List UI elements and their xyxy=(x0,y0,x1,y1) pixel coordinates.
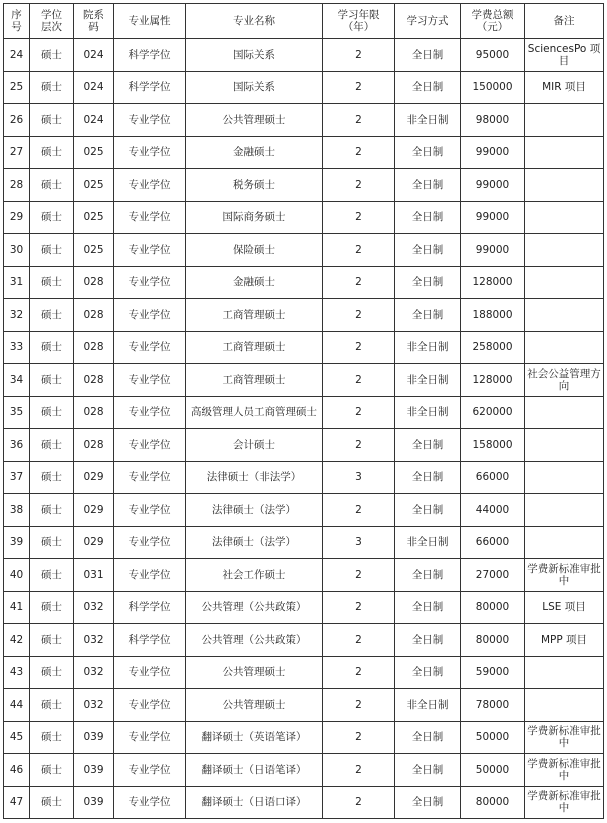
cell-note xyxy=(525,689,604,722)
cell-note: 学费新标准审批中 xyxy=(525,721,604,754)
cell-total-fee: 258000 xyxy=(461,331,525,364)
cell-study-mode: 全日制 xyxy=(395,136,461,169)
cell-degree-level: 硕士 xyxy=(30,461,74,494)
cell-degree-level: 硕士 xyxy=(30,266,74,299)
cell-note: 学费新标准审批中 xyxy=(525,786,604,819)
table-row xyxy=(4,494,604,527)
cell-index: 33 xyxy=(4,331,30,364)
cell-total-fee: 158000 xyxy=(461,429,525,462)
cell-degree-level: 硕士 xyxy=(30,429,74,462)
cell-study-years: 2 xyxy=(323,624,395,657)
cell-dept-code: 032 xyxy=(74,689,114,722)
cell-note xyxy=(525,201,604,234)
cell-index: 36 xyxy=(4,429,30,462)
cell-program-name: 翻译硕士（英语笔译） xyxy=(186,721,323,754)
cell-study-mode: 全日制 xyxy=(395,71,461,104)
cell-program-name: 公共管理硕士 xyxy=(186,689,323,722)
table-row xyxy=(4,104,604,137)
cell-study-years: 2 xyxy=(323,721,395,754)
table-row xyxy=(4,656,604,689)
cell-study-years: 2 xyxy=(323,689,395,722)
cell-note xyxy=(525,299,604,332)
cell-degree-level: 硕士 xyxy=(30,331,74,364)
cell-total-fee: 66000 xyxy=(461,526,525,559)
cell-study-years: 2 xyxy=(323,71,395,104)
cell-dept-code: 028 xyxy=(74,299,114,332)
cell-index: 42 xyxy=(4,624,30,657)
cell-index: 35 xyxy=(4,396,30,429)
cell-program-name: 国际关系 xyxy=(186,71,323,104)
cell-dept-code: 024 xyxy=(74,39,114,72)
cell-dept-code: 032 xyxy=(74,591,114,624)
cell-degree-level: 硕士 xyxy=(30,786,74,819)
cell-degree-level: 硕士 xyxy=(30,689,74,722)
cell-degree-level: 硕士 xyxy=(30,591,74,624)
cell-study-mode: 全日制 xyxy=(395,299,461,332)
cell-note xyxy=(525,136,604,169)
cell-index: 25 xyxy=(4,71,30,104)
tuition-table xyxy=(3,3,604,819)
cell-program-name: 保险硕士 xyxy=(186,234,323,267)
cell-total-fee: 50000 xyxy=(461,754,525,787)
cell-degree-level: 硕士 xyxy=(30,234,74,267)
cell-study-mode: 非全日制 xyxy=(395,689,461,722)
cell-total-fee: 50000 xyxy=(461,721,525,754)
cell-note xyxy=(525,331,604,364)
cell-degree-level: 硕士 xyxy=(30,754,74,787)
cell-program-name: 翻译硕士（日语笔译） xyxy=(186,754,323,787)
cell-study-years: 2 xyxy=(323,364,395,397)
cell-degree-level: 硕士 xyxy=(30,396,74,429)
cell-study-mode: 全日制 xyxy=(395,234,461,267)
cell-index: 31 xyxy=(4,266,30,299)
cell-study-years: 2 xyxy=(323,331,395,364)
cell-program-name: 翻译硕士（日语口译） xyxy=(186,786,323,819)
cell-dept-code: 032 xyxy=(74,656,114,689)
table-row xyxy=(4,689,604,722)
cell-dept-code: 025 xyxy=(74,136,114,169)
cell-study-years: 3 xyxy=(323,461,395,494)
cell-program-type: 科学学位 xyxy=(114,591,186,624)
cell-program-type: 专业学位 xyxy=(114,234,186,267)
cell-note: 社会公益管理方向 xyxy=(525,364,604,397)
cell-total-fee: 128000 xyxy=(461,266,525,299)
cell-index: 39 xyxy=(4,526,30,559)
cell-note: SciencesPo 项目 xyxy=(525,39,604,72)
cell-study-mode: 全日制 xyxy=(395,624,461,657)
header-study-years: 学习年限 （年） xyxy=(323,4,395,39)
cell-program-name: 公共管理硕士 xyxy=(186,656,323,689)
cell-total-fee: 99000 xyxy=(461,136,525,169)
cell-study-mode: 全日制 xyxy=(395,266,461,299)
cell-degree-level: 硕士 xyxy=(30,364,74,397)
cell-total-fee: 128000 xyxy=(461,364,525,397)
cell-study-mode: 非全日制 xyxy=(395,331,461,364)
cell-program-type: 专业学位 xyxy=(114,461,186,494)
cell-program-type: 专业学位 xyxy=(114,656,186,689)
cell-program-type: 专业学位 xyxy=(114,169,186,202)
cell-program-name: 社会工作硕士 xyxy=(186,559,323,592)
cell-program-name: 工商管理硕士 xyxy=(186,331,323,364)
cell-degree-level: 硕士 xyxy=(30,721,74,754)
cell-index: 46 xyxy=(4,754,30,787)
cell-degree-level: 硕士 xyxy=(30,559,74,592)
cell-dept-code: 039 xyxy=(74,786,114,819)
table-row xyxy=(4,169,604,202)
cell-total-fee: 66000 xyxy=(461,461,525,494)
cell-program-type: 专业学位 xyxy=(114,559,186,592)
table-row xyxy=(4,591,604,624)
cell-study-years: 2 xyxy=(323,754,395,787)
cell-total-fee: 150000 xyxy=(461,71,525,104)
cell-program-type: 专业学位 xyxy=(114,494,186,527)
cell-program-type: 专业学位 xyxy=(114,331,186,364)
cell-dept-code: 039 xyxy=(74,754,114,787)
cell-study-years: 2 xyxy=(323,591,395,624)
cell-dept-code: 025 xyxy=(74,201,114,234)
cell-total-fee: 99000 xyxy=(461,234,525,267)
cell-program-name: 金融硕士 xyxy=(186,266,323,299)
cell-study-mode: 非全日制 xyxy=(395,364,461,397)
table-row xyxy=(4,364,604,397)
cell-program-name: 工商管理硕士 xyxy=(186,364,323,397)
cell-note xyxy=(525,494,604,527)
cell-study-mode: 全日制 xyxy=(395,721,461,754)
cell-dept-code: 024 xyxy=(74,104,114,137)
cell-program-type: 专业学位 xyxy=(114,429,186,462)
cell-total-fee: 620000 xyxy=(461,396,525,429)
cell-study-years: 2 xyxy=(323,396,395,429)
cell-degree-level: 硕士 xyxy=(30,299,74,332)
table-row xyxy=(4,396,604,429)
cell-program-name: 法律硕士（法学） xyxy=(186,494,323,527)
table-row xyxy=(4,429,604,462)
cell-study-mode: 非全日制 xyxy=(395,104,461,137)
cell-study-mode: 非全日制 xyxy=(395,526,461,559)
cell-dept-code: 025 xyxy=(74,234,114,267)
cell-note xyxy=(525,429,604,462)
cell-index: 44 xyxy=(4,689,30,722)
header-dept-code: 院系 码 xyxy=(74,4,114,39)
cell-note xyxy=(525,461,604,494)
cell-dept-code: 028 xyxy=(74,331,114,364)
table-row xyxy=(4,721,604,754)
cell-study-years: 2 xyxy=(323,136,395,169)
cell-index: 38 xyxy=(4,494,30,527)
cell-index: 37 xyxy=(4,461,30,494)
cell-study-mode: 全日制 xyxy=(395,461,461,494)
cell-index: 41 xyxy=(4,591,30,624)
cell-program-name: 公共管理硕士 xyxy=(186,104,323,137)
cell-dept-code: 032 xyxy=(74,624,114,657)
table-row xyxy=(4,266,604,299)
cell-study-mode: 非全日制 xyxy=(395,396,461,429)
cell-total-fee: 80000 xyxy=(461,786,525,819)
header-row xyxy=(4,4,604,39)
table-row xyxy=(4,331,604,364)
cell-dept-code: 028 xyxy=(74,364,114,397)
cell-note xyxy=(525,104,604,137)
cell-index: 29 xyxy=(4,201,30,234)
cell-note xyxy=(525,526,604,559)
header-note: 备注 xyxy=(525,4,604,39)
cell-program-type: 专业学位 xyxy=(114,396,186,429)
cell-note xyxy=(525,234,604,267)
table-row xyxy=(4,136,604,169)
cell-total-fee: 78000 xyxy=(461,689,525,722)
cell-total-fee: 80000 xyxy=(461,624,525,657)
header-index: 序 号 xyxy=(4,4,30,39)
cell-degree-level: 硕士 xyxy=(30,169,74,202)
cell-note xyxy=(525,169,604,202)
table-row xyxy=(4,299,604,332)
cell-index: 32 xyxy=(4,299,30,332)
cell-total-fee: 98000 xyxy=(461,104,525,137)
cell-program-type: 专业学位 xyxy=(114,689,186,722)
cell-total-fee: 99000 xyxy=(461,201,525,234)
cell-degree-level: 硕士 xyxy=(30,39,74,72)
cell-study-years: 2 xyxy=(323,169,395,202)
cell-study-mode: 全日制 xyxy=(395,754,461,787)
cell-study-years: 2 xyxy=(323,299,395,332)
header-study-mode: 学习方式 xyxy=(395,4,461,39)
cell-study-years: 2 xyxy=(323,494,395,527)
cell-index: 34 xyxy=(4,364,30,397)
cell-study-mode: 全日制 xyxy=(395,201,461,234)
table-row xyxy=(4,71,604,104)
cell-program-type: 专业学位 xyxy=(114,786,186,819)
header-degree-level: 学位 层次 xyxy=(30,4,74,39)
cell-program-name: 公共管理（公共政策） xyxy=(186,624,323,657)
table-row xyxy=(4,786,604,819)
cell-program-name: 法律硕士（法学） xyxy=(186,526,323,559)
cell-study-mode: 全日制 xyxy=(395,591,461,624)
header-program-type: 专业属性 xyxy=(114,4,186,39)
cell-degree-level: 硕士 xyxy=(30,71,74,104)
cell-study-mode: 全日制 xyxy=(395,559,461,592)
cell-degree-level: 硕士 xyxy=(30,104,74,137)
cell-program-name: 公共管理（公共政策） xyxy=(186,591,323,624)
cell-total-fee: 95000 xyxy=(461,39,525,72)
header-total-fee: 学费总额 （元） xyxy=(461,4,525,39)
cell-index: 24 xyxy=(4,39,30,72)
cell-degree-level: 硕士 xyxy=(30,656,74,689)
cell-program-name: 金融硕士 xyxy=(186,136,323,169)
cell-study-years: 2 xyxy=(323,104,395,137)
cell-index: 30 xyxy=(4,234,30,267)
cell-program-name: 会计硕士 xyxy=(186,429,323,462)
cell-study-years: 2 xyxy=(323,201,395,234)
cell-study-years: 2 xyxy=(323,786,395,819)
cell-total-fee: 188000 xyxy=(461,299,525,332)
table-body xyxy=(4,39,604,819)
cell-study-mode: 全日制 xyxy=(395,429,461,462)
table-row xyxy=(4,234,604,267)
cell-index: 43 xyxy=(4,656,30,689)
cell-program-type: 科学学位 xyxy=(114,71,186,104)
cell-program-type: 专业学位 xyxy=(114,526,186,559)
cell-program-type: 专业学位 xyxy=(114,201,186,234)
cell-dept-code: 029 xyxy=(74,461,114,494)
cell-note xyxy=(525,656,604,689)
cell-degree-level: 硕士 xyxy=(30,624,74,657)
cell-dept-code: 031 xyxy=(74,559,114,592)
cell-note: 学费新标准审批中 xyxy=(525,754,604,787)
cell-program-type: 专业学位 xyxy=(114,721,186,754)
cell-program-type: 专业学位 xyxy=(114,299,186,332)
cell-dept-code: 025 xyxy=(74,169,114,202)
cell-study-years: 2 xyxy=(323,559,395,592)
cell-index: 45 xyxy=(4,721,30,754)
cell-program-type: 专业学位 xyxy=(114,364,186,397)
cell-study-years: 2 xyxy=(323,234,395,267)
cell-program-type: 专业学位 xyxy=(114,104,186,137)
cell-study-years: 2 xyxy=(323,429,395,462)
header-program-name: 专业名称 xyxy=(186,4,323,39)
cell-degree-level: 硕士 xyxy=(30,526,74,559)
table-row xyxy=(4,624,604,657)
cell-note: 学费新标准审批中 xyxy=(525,559,604,592)
cell-index: 27 xyxy=(4,136,30,169)
cell-study-years: 2 xyxy=(323,39,395,72)
table-row xyxy=(4,461,604,494)
cell-program-type: 科学学位 xyxy=(114,624,186,657)
table-row xyxy=(4,559,604,592)
table-row xyxy=(4,754,604,787)
cell-dept-code: 028 xyxy=(74,429,114,462)
cell-note: MPP 项目 xyxy=(525,624,604,657)
cell-degree-level: 硕士 xyxy=(30,136,74,169)
cell-note: LSE 项目 xyxy=(525,591,604,624)
cell-index: 40 xyxy=(4,559,30,592)
cell-dept-code: 028 xyxy=(74,396,114,429)
cell-total-fee: 59000 xyxy=(461,656,525,689)
cell-dept-code: 029 xyxy=(74,526,114,559)
cell-degree-level: 硕士 xyxy=(30,494,74,527)
cell-program-type: 专业学位 xyxy=(114,136,186,169)
cell-total-fee: 44000 xyxy=(461,494,525,527)
cell-study-mode: 全日制 xyxy=(395,169,461,202)
cell-dept-code: 029 xyxy=(74,494,114,527)
cell-program-type: 科学学位 xyxy=(114,39,186,72)
cell-study-mode: 全日制 xyxy=(395,786,461,819)
cell-program-type: 专业学位 xyxy=(114,754,186,787)
cell-dept-code: 028 xyxy=(74,266,114,299)
cell-index: 47 xyxy=(4,786,30,819)
cell-degree-level: 硕士 xyxy=(30,201,74,234)
cell-program-name: 国际商务硕士 xyxy=(186,201,323,234)
cell-program-name: 法律硕士（非法学） xyxy=(186,461,323,494)
cell-total-fee: 80000 xyxy=(461,591,525,624)
cell-total-fee: 27000 xyxy=(461,559,525,592)
cell-dept-code: 024 xyxy=(74,71,114,104)
cell-program-type: 专业学位 xyxy=(114,266,186,299)
cell-study-mode: 全日制 xyxy=(395,39,461,72)
table-row xyxy=(4,39,604,72)
cell-program-name: 税务硕士 xyxy=(186,169,323,202)
table-row xyxy=(4,201,604,234)
cell-study-mode: 全日制 xyxy=(395,656,461,689)
cell-total-fee: 99000 xyxy=(461,169,525,202)
cell-dept-code: 039 xyxy=(74,721,114,754)
cell-study-years: 3 xyxy=(323,526,395,559)
cell-program-name: 国际关系 xyxy=(186,39,323,72)
cell-study-years: 2 xyxy=(323,266,395,299)
cell-study-years: 2 xyxy=(323,656,395,689)
cell-note: MIR 项目 xyxy=(525,71,604,104)
cell-index: 28 xyxy=(4,169,30,202)
table-row xyxy=(4,526,604,559)
cell-program-name: 高级管理人员工商管理硕士 xyxy=(186,396,323,429)
cell-program-name: 工商管理硕士 xyxy=(186,299,323,332)
cell-index: 26 xyxy=(4,104,30,137)
cell-note xyxy=(525,396,604,429)
cell-note xyxy=(525,266,604,299)
cell-study-mode: 全日制 xyxy=(395,494,461,527)
